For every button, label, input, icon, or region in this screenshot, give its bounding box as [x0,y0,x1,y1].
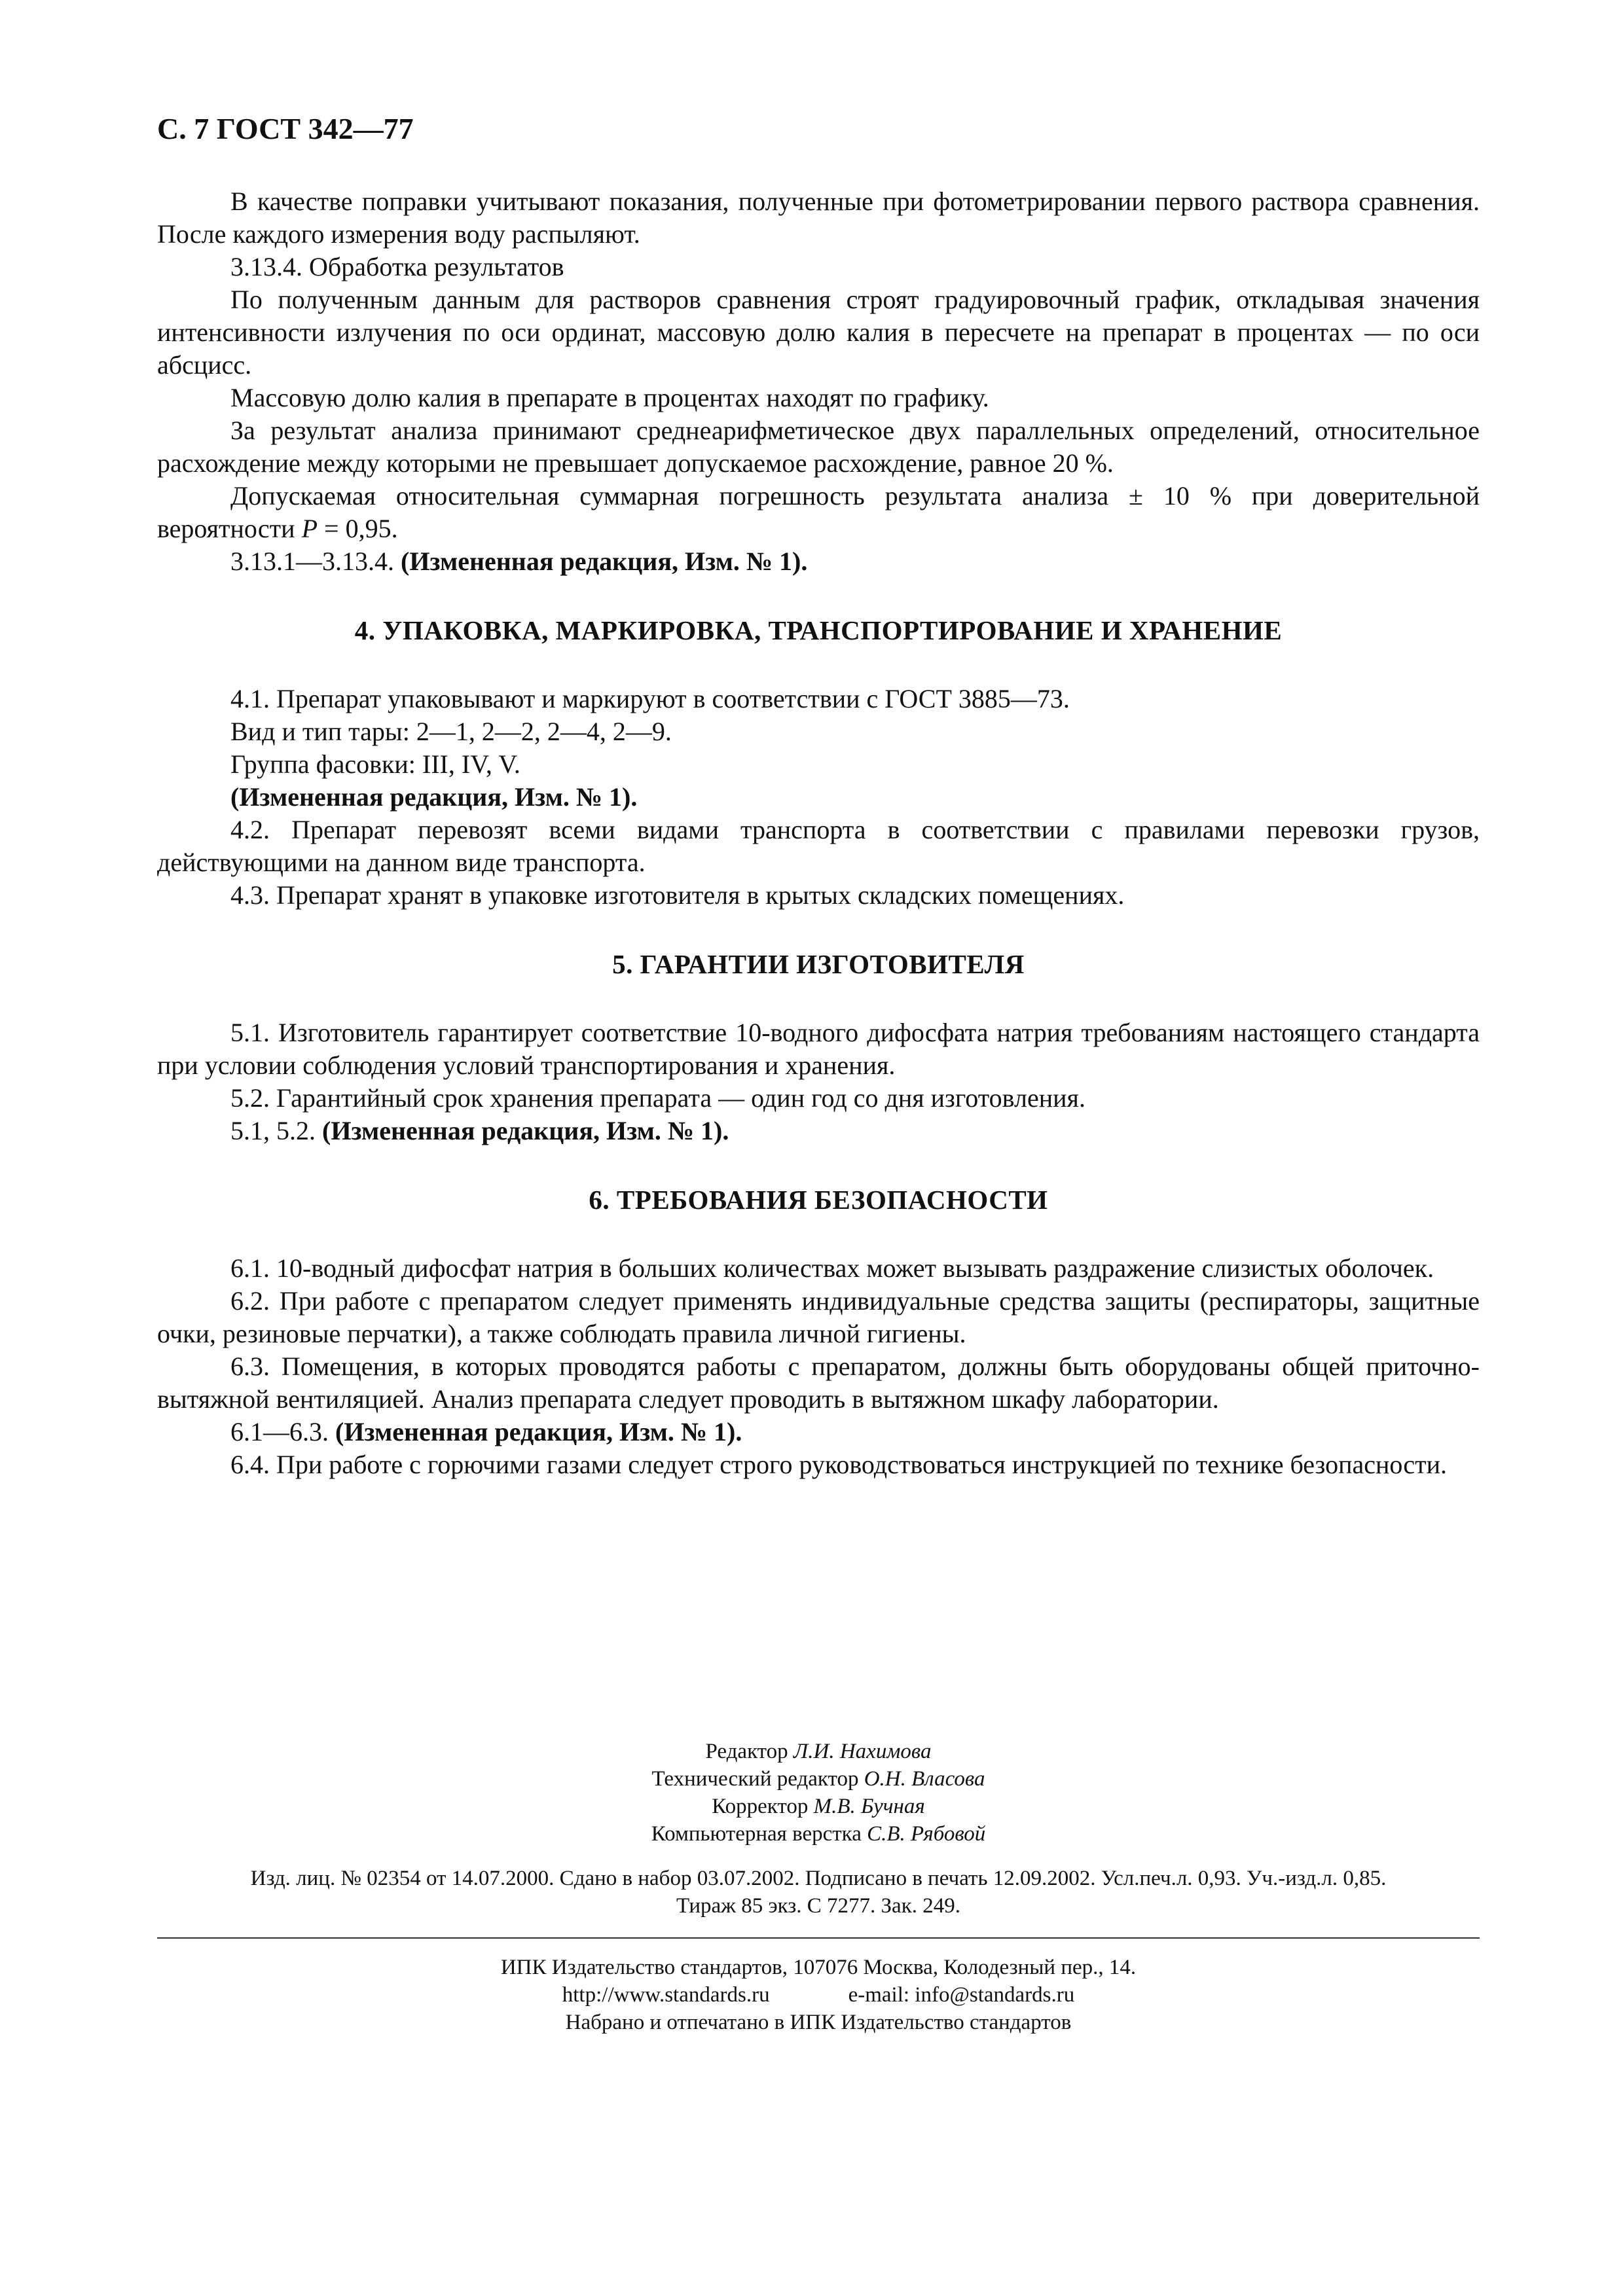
paragraph: Массовую долю калия в препарате в процентах находят по графику. [230,383,989,412]
paragraph [157,1115,1480,1147]
text: Допускаемая относительная суммарная погрешность результата анализа ± 10 % при доверительной вероятности [157,481,1480,543]
print-run: Тираж 85 экз. С 7277. Зак. 249. [676,1894,960,1918]
paragraph: По полученным данным для растворов сравнения строят градуировочный график, откладывая значения интенсивности излучения по оси ординат, массовую долю калия в пересчете на препарат в процентах — по оси абсцисс. [157,285,1480,380]
amendment-note: (Измененная редакция, Изм. № 1). [230,782,638,812]
paragraph: 5.1. Изготовитель гарантирует соответствие 10-водного дифосфата натрия требованиям настоящего стандарта при условии соблюдения условий транспортирования и хранения. [157,1018,1480,1080]
editor-line [157,1738,1480,1765]
layout-name: С.В. Рябовой [867,1822,986,1846]
credits-block [157,1738,1480,1920]
label: Технический редактор [651,1767,864,1791]
paragraph [157,545,1480,578]
printer-line: Набрано и отпечатано в ИПК Издательство стандартов [565,2011,1072,2034]
text: 6.1—6.3. [230,1417,335,1446]
section-title: 6. ТРЕБОВАНИЯ БЕЗОПАСНОСТИ [589,1185,1048,1215]
label: Корректор [712,1795,814,1818]
paragraph: За результат анализа принимают среднеарифметическое двух параллельных определений, относительное расхождение между которыми не превышает допускаемое расхождение, равное 20 %. [157,416,1480,478]
page-header: С. 7 ГОСТ 342—77 [157,112,414,145]
paragraph: 6.2. При работе с препаратом следует применять индивидуальные средства защиты (респираторы, защитные очки, резиновые перчатки), а также соблюдать правила личной гигиены. [157,1286,1480,1348]
text: 3.13.1—3.13.4. [230,547,401,576]
section-title: 5. ГАРАНТИИ ИЗГОТОВИТЕЛЯ [612,949,1025,979]
document-page [157,111,1480,1481]
variable: P [301,514,318,543]
corrector-name: М.В. Бучная [813,1795,925,1818]
paragraph: 4.2. Препарат перевозят всеми видами транспорта в соответствии с правилами перевозки грузов, действующими на данном виде транспорта. [157,815,1480,877]
paragraph [157,1416,1480,1448]
contact-line [157,1981,1480,2009]
text: 5.1, 5.2. [230,1116,322,1145]
paragraph [157,480,1480,545]
email-link[interactable]: e-mail: info@standards.ru [848,1983,1075,2007]
publication-info: Изд. лиц. № 02354 от 14.07.2000. Сдано в набор 03.07.2002. Подписано в печать 12.09.2002. Усл.печ.л. 0,93. Уч.-изд.л. 0,85. [250,1867,1387,1890]
paragraph: 6.4. При работе с горючими газами следует строго руководствоваться инструкцией по технике безопасности. [230,1450,1448,1479]
publisher-address: ИПК Издательство стандартов, 107076 Москва, Колодезный пер., 14. [500,1956,1137,1979]
paragraph: 6.1. 10-водный дифосфат натрия в больших количествах может вызывать раздражение слизистых оболочек. [230,1253,1434,1283]
amendment-note: (Измененная редакция, Изм. № 1). [322,1116,729,1145]
amendment-note: (Измененная редакция, Изм. № 1). [335,1417,742,1446]
paragraph: 4.1. Препарат упаковывают и маркируют в соответствии с ГОСТ 3885—73. [230,684,1070,713]
paragraph: 3.13.4. Обработка результатов [230,252,564,281]
tech-editor-name: О.Н. Власова [864,1767,985,1791]
tech-editor-line [157,1765,1480,1793]
divider [157,1937,1480,1939]
paragraph: В качестве поправки учитывают показания, полученные при фотометрировании первого раствора сравнения. После каждого измерения воду распыляют. [157,187,1480,249]
amendment-note: (Измененная редакция, Изм. № 1). [401,547,808,576]
label: Компьютерная верстка [651,1822,867,1846]
layout-line [157,1820,1480,1848]
section-title: 4. УПАКОВКА, МАРКИРОВКА, ТРАНСПОРТИРОВАНИЕ И ХРАНЕНИЕ [354,615,1283,645]
editor-name: Л.И. Нахимова [793,1740,932,1763]
paragraph: 6.3. Помещения, в которых проводятся работы с препаратом, должны быть оборудованы общей приточно-вытяжной вентиляцией. Анализ препарата следует проводить в вытяжном шкафу лаборатории. [157,1352,1480,1414]
paragraph: Группа фасовки: III, IV, V. [230,749,520,779]
imprint-block [157,1954,1480,2036]
paragraph: Вид и тип тары: 2—1, 2—2, 2—4, 2—9. [230,717,672,746]
label: Редактор [705,1740,793,1763]
website-link[interactable]: http://www.standards.ru [562,1983,770,2007]
paragraph: 4.3. Препарат хранят в упаковке изготовителя в крытых складских помещениях. [230,880,1125,910]
paragraph: 5.2. Гарантийный срок хранения препарата — один год со дня изготовления. [230,1083,1085,1113]
text: = 0,95. [318,514,398,543]
corrector-line [157,1793,1480,1820]
paragraph [157,781,1480,814]
